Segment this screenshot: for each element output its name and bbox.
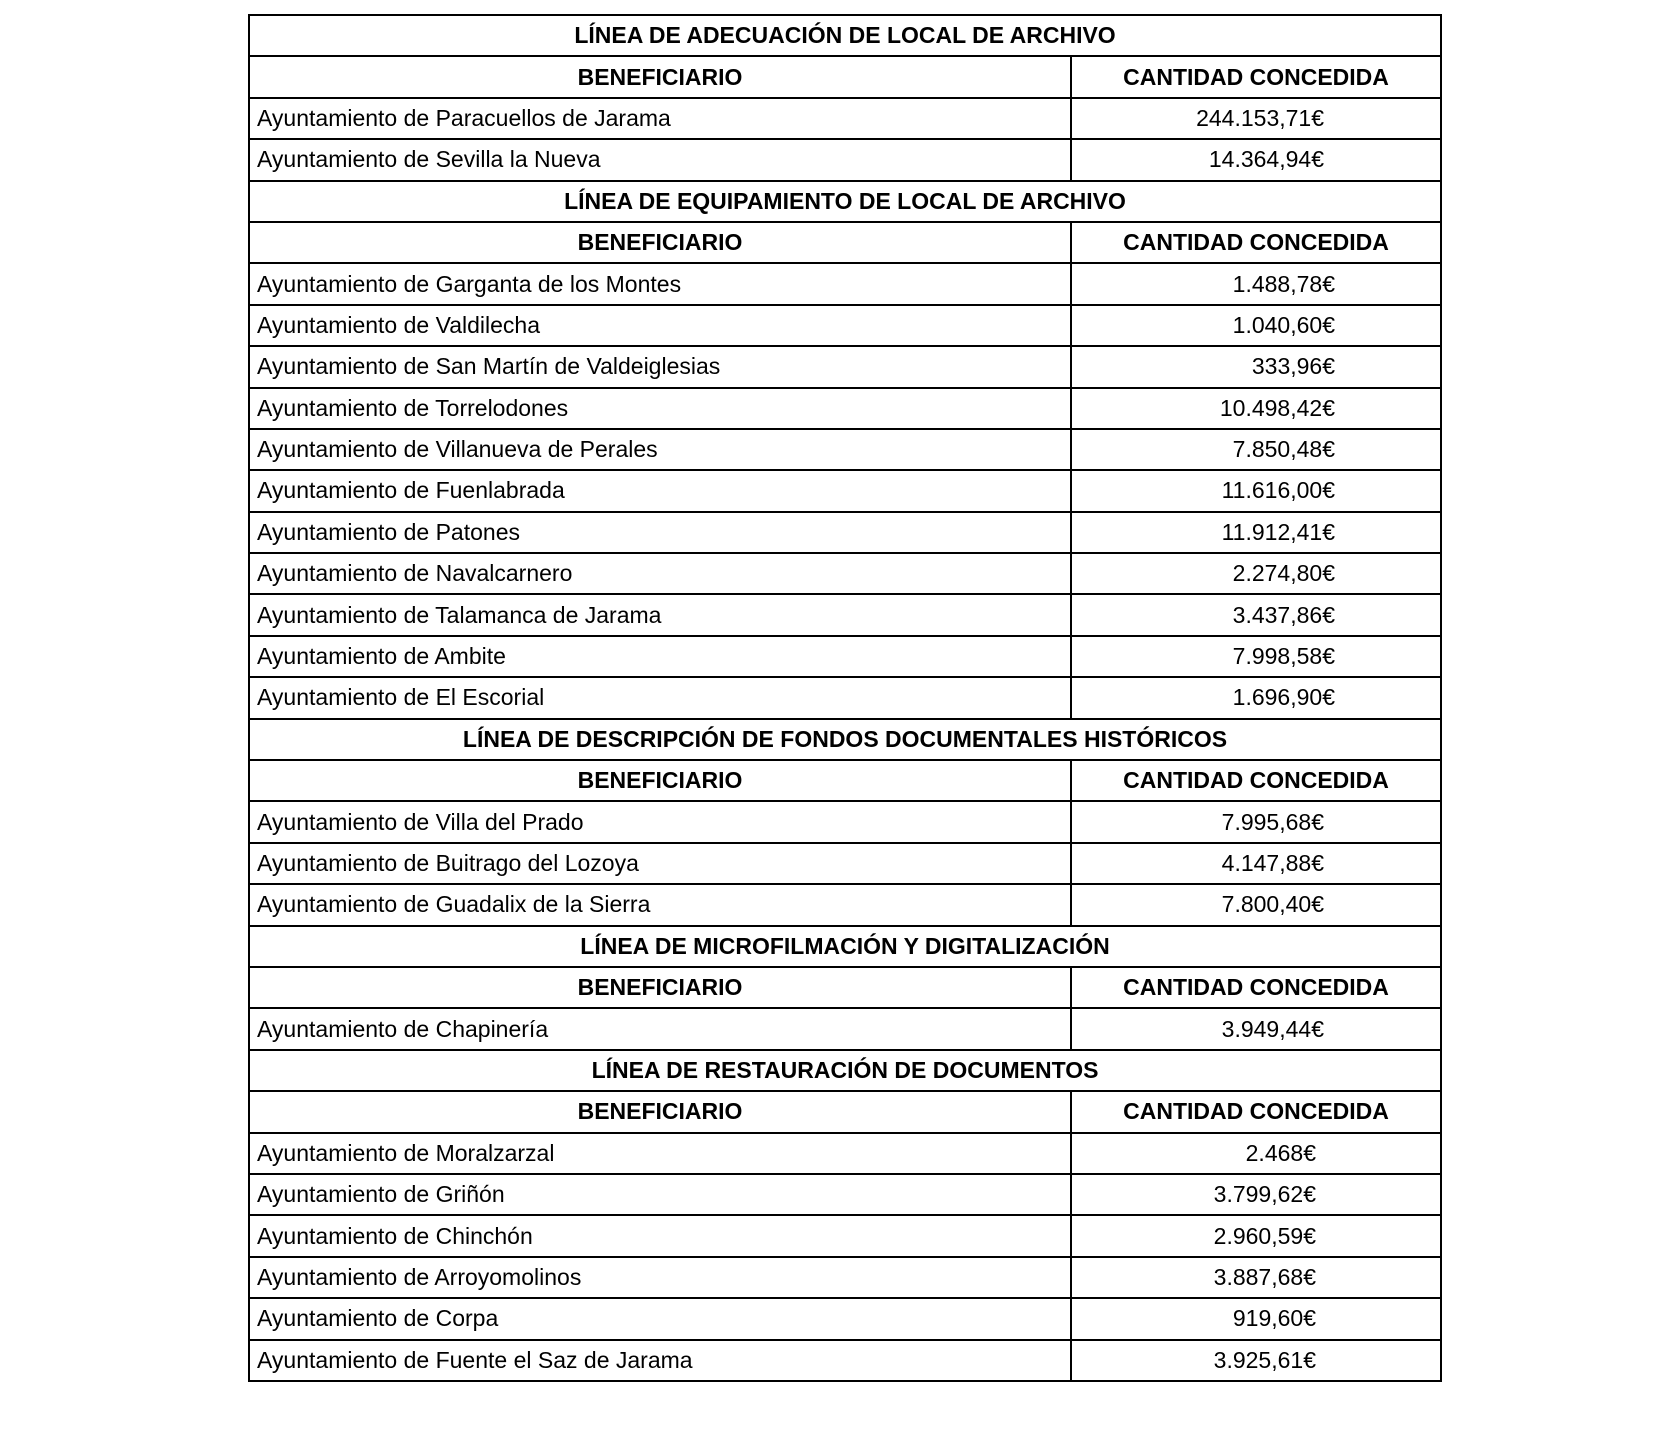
table-row	[249, 677, 1441, 718]
cantidad-cell	[1071, 636, 1441, 677]
header-cantidad-concedida: CANTIDAD CONCEDIDA	[1071, 967, 1441, 1008]
cantidad-cell	[1071, 429, 1441, 470]
cantidad-cell	[1071, 884, 1441, 925]
cantidad-value: 4.147,88€	[1221, 850, 1324, 876]
cantidad-value: 919,60€	[1232, 1305, 1316, 1332]
cantidad-cell	[1071, 346, 1441, 387]
beneficiario-cell: Ayuntamiento de Arroyomolinos	[249, 1257, 1071, 1298]
header-cantidad-concedida: CANTIDAD CONCEDIDA	[1071, 222, 1441, 263]
cantidad-cell	[1071, 677, 1441, 718]
table-row	[249, 429, 1441, 470]
cantidad-value: 3.799,62€	[1213, 1181, 1316, 1208]
subsidies-table	[248, 14, 1442, 1382]
beneficiario-cell: Ayuntamiento de Villanueva de Perales	[249, 429, 1071, 470]
cantidad-value: 333,96€	[1251, 353, 1335, 380]
cantidad-cell	[1071, 98, 1441, 139]
table-row	[249, 884, 1441, 925]
beneficiario-cell: Ayuntamiento de Chapinería	[249, 1008, 1071, 1049]
cantidad-value: 7.995,68€	[1221, 808, 1324, 835]
table-row	[249, 470, 1441, 511]
cantidad-value: 1.696,90€	[1232, 684, 1335, 711]
cantidad-value: 3.949,44€	[1221, 1015, 1324, 1042]
section-title: LÍNEA DE MICROFILMACIÓN Y DIGITALIZACIÓN	[249, 926, 1441, 967]
beneficiario-cell: Ayuntamiento de Ambite	[249, 636, 1071, 677]
column-header-row	[249, 967, 1441, 1008]
beneficiario-cell: Ayuntamiento de Garganta de los Montes	[249, 263, 1071, 304]
cantidad-value: 14.364,94€	[1208, 146, 1324, 173]
cantidad-value: 2.468€	[1245, 1139, 1316, 1166]
table-row	[249, 636, 1441, 677]
header-beneficiario: BENEFICIARIO	[249, 760, 1071, 801]
beneficiario-cell: Ayuntamiento de Navalcarnero	[249, 553, 1071, 594]
beneficiario-cell: Ayuntamiento de Griñón	[249, 1174, 1071, 1215]
cantidad-value: 3.925,61€	[1213, 1346, 1316, 1373]
table-row	[249, 346, 1441, 387]
beneficiario-cell: Ayuntamiento de Villa del Prado	[249, 801, 1071, 842]
beneficiario-cell: Ayuntamiento de Fuenlabrada	[249, 470, 1071, 511]
cantidad-value: 3.437,86€	[1232, 601, 1335, 628]
cantidad-cell	[1071, 1340, 1441, 1381]
cantidad-value: 11.616,00€	[1221, 477, 1335, 504]
table-row	[249, 594, 1441, 635]
beneficiario-cell: Ayuntamiento de Patones	[249, 512, 1071, 553]
section-title: LÍNEA DE DESCRIPCIÓN DE FONDOS DOCUMENTALES HISTÓRICOS	[249, 719, 1441, 760]
subsidies-table-body	[249, 15, 1441, 1381]
section-title-row	[249, 1050, 1441, 1091]
cantidad-cell	[1071, 388, 1441, 429]
section-title: LÍNEA DE EQUIPAMIENTO DE LOCAL DE ARCHIVO	[249, 181, 1441, 222]
table-row	[249, 263, 1441, 304]
header-beneficiario: BENEFICIARIO	[249, 222, 1071, 263]
beneficiario-cell: Ayuntamiento de Chinchón	[249, 1215, 1071, 1256]
header-cantidad-concedida: CANTIDAD CONCEDIDA	[1071, 1091, 1441, 1132]
column-header-row	[249, 222, 1441, 263]
beneficiario-cell: Ayuntamiento de Moralzarzal	[249, 1133, 1071, 1174]
beneficiario-cell: Ayuntamiento de Fuente el Saz de Jarama	[249, 1340, 1071, 1381]
cantidad-cell	[1071, 801, 1441, 842]
header-beneficiario: BENEFICIARIO	[249, 56, 1071, 97]
cantidad-value: 244.153,71€	[1196, 104, 1324, 131]
table-row	[249, 1174, 1441, 1215]
table-row	[249, 139, 1441, 180]
beneficiario-cell: Ayuntamiento de Talamanca de Jarama	[249, 594, 1071, 635]
cantidad-value: 7.800,40€	[1221, 891, 1324, 918]
header-beneficiario: BENEFICIARIO	[249, 967, 1071, 1008]
cantidad-cell	[1071, 1133, 1441, 1174]
table-row	[249, 305, 1441, 346]
beneficiario-cell: Ayuntamiento de El Escorial	[249, 677, 1071, 718]
beneficiario-cell: Ayuntamiento de Guadalix de la Sierra	[249, 884, 1071, 925]
cantidad-value: 1.488,78€	[1232, 270, 1335, 297]
section-title: LÍNEA DE ADECUACIÓN DE LOCAL DE ARCHIVO	[249, 15, 1441, 56]
header-cantidad-concedida: CANTIDAD CONCEDIDA	[1071, 760, 1441, 801]
header-cantidad-concedida: CANTIDAD CONCEDIDA	[1071, 56, 1441, 97]
cantidad-cell	[1071, 305, 1441, 346]
beneficiario-cell: Ayuntamiento de Buitrago del Lozoya	[249, 843, 1071, 884]
cantidad-value: 10.498,42€	[1219, 394, 1335, 421]
table-row	[249, 1257, 1441, 1298]
beneficiario-cell: Ayuntamiento de Corpa	[249, 1298, 1071, 1339]
cantidad-cell	[1071, 1215, 1441, 1256]
cantidad-value: 2.274,80€	[1232, 560, 1335, 587]
table-row	[249, 388, 1441, 429]
cantidad-cell	[1071, 263, 1441, 304]
section-title-row	[249, 719, 1441, 760]
cantidad-value: 7.998,58€	[1232, 643, 1335, 670]
table-row	[249, 1215, 1441, 1256]
column-header-row	[249, 56, 1441, 97]
cantidad-cell	[1071, 1298, 1441, 1339]
cantidad-value: 11.912,41€	[1221, 518, 1335, 545]
table-row	[249, 1340, 1441, 1381]
beneficiario-cell: Ayuntamiento de Valdilecha	[249, 305, 1071, 346]
column-header-row	[249, 760, 1441, 801]
cantidad-value: 1.040,60€	[1232, 311, 1335, 338]
table-row	[249, 512, 1441, 553]
cantidad-cell	[1071, 594, 1441, 635]
table-row	[249, 843, 1441, 884]
cantidad-value: 2.960,59€	[1213, 1222, 1316, 1249]
cantidad-cell	[1071, 512, 1441, 553]
cantidad-value: 3.887,68€	[1213, 1263, 1316, 1290]
table-row	[249, 1008, 1441, 1049]
cantidad-cell	[1071, 1257, 1441, 1298]
table-row	[249, 1133, 1441, 1174]
section-title-row	[249, 926, 1441, 967]
header-beneficiario: BENEFICIARIO	[249, 1091, 1071, 1132]
cantidad-cell	[1071, 843, 1441, 884]
cantidad-cell	[1071, 553, 1441, 594]
beneficiario-cell: Ayuntamiento de Torrelodones	[249, 388, 1071, 429]
cantidad-cell	[1071, 470, 1441, 511]
table-row	[249, 801, 1441, 842]
beneficiario-cell: Ayuntamiento de Paracuellos de Jarama	[249, 98, 1071, 139]
cantidad-cell	[1071, 139, 1441, 180]
column-header-row	[249, 1091, 1441, 1132]
cantidad-value: 7.850,48€	[1232, 436, 1335, 463]
cantidad-cell	[1071, 1008, 1441, 1049]
section-title: LÍNEA DE RESTAURACIÓN DE DOCUMENTOS	[249, 1050, 1441, 1091]
section-title-row	[249, 15, 1441, 56]
table-row	[249, 1298, 1441, 1339]
section-title-row	[249, 181, 1441, 222]
beneficiario-cell: Ayuntamiento de San Martín de Valdeiglesias	[249, 346, 1071, 387]
cantidad-cell	[1071, 1174, 1441, 1215]
beneficiario-cell: Ayuntamiento de Sevilla la Nueva	[249, 139, 1071, 180]
table-row	[249, 98, 1441, 139]
table-row	[249, 553, 1441, 594]
